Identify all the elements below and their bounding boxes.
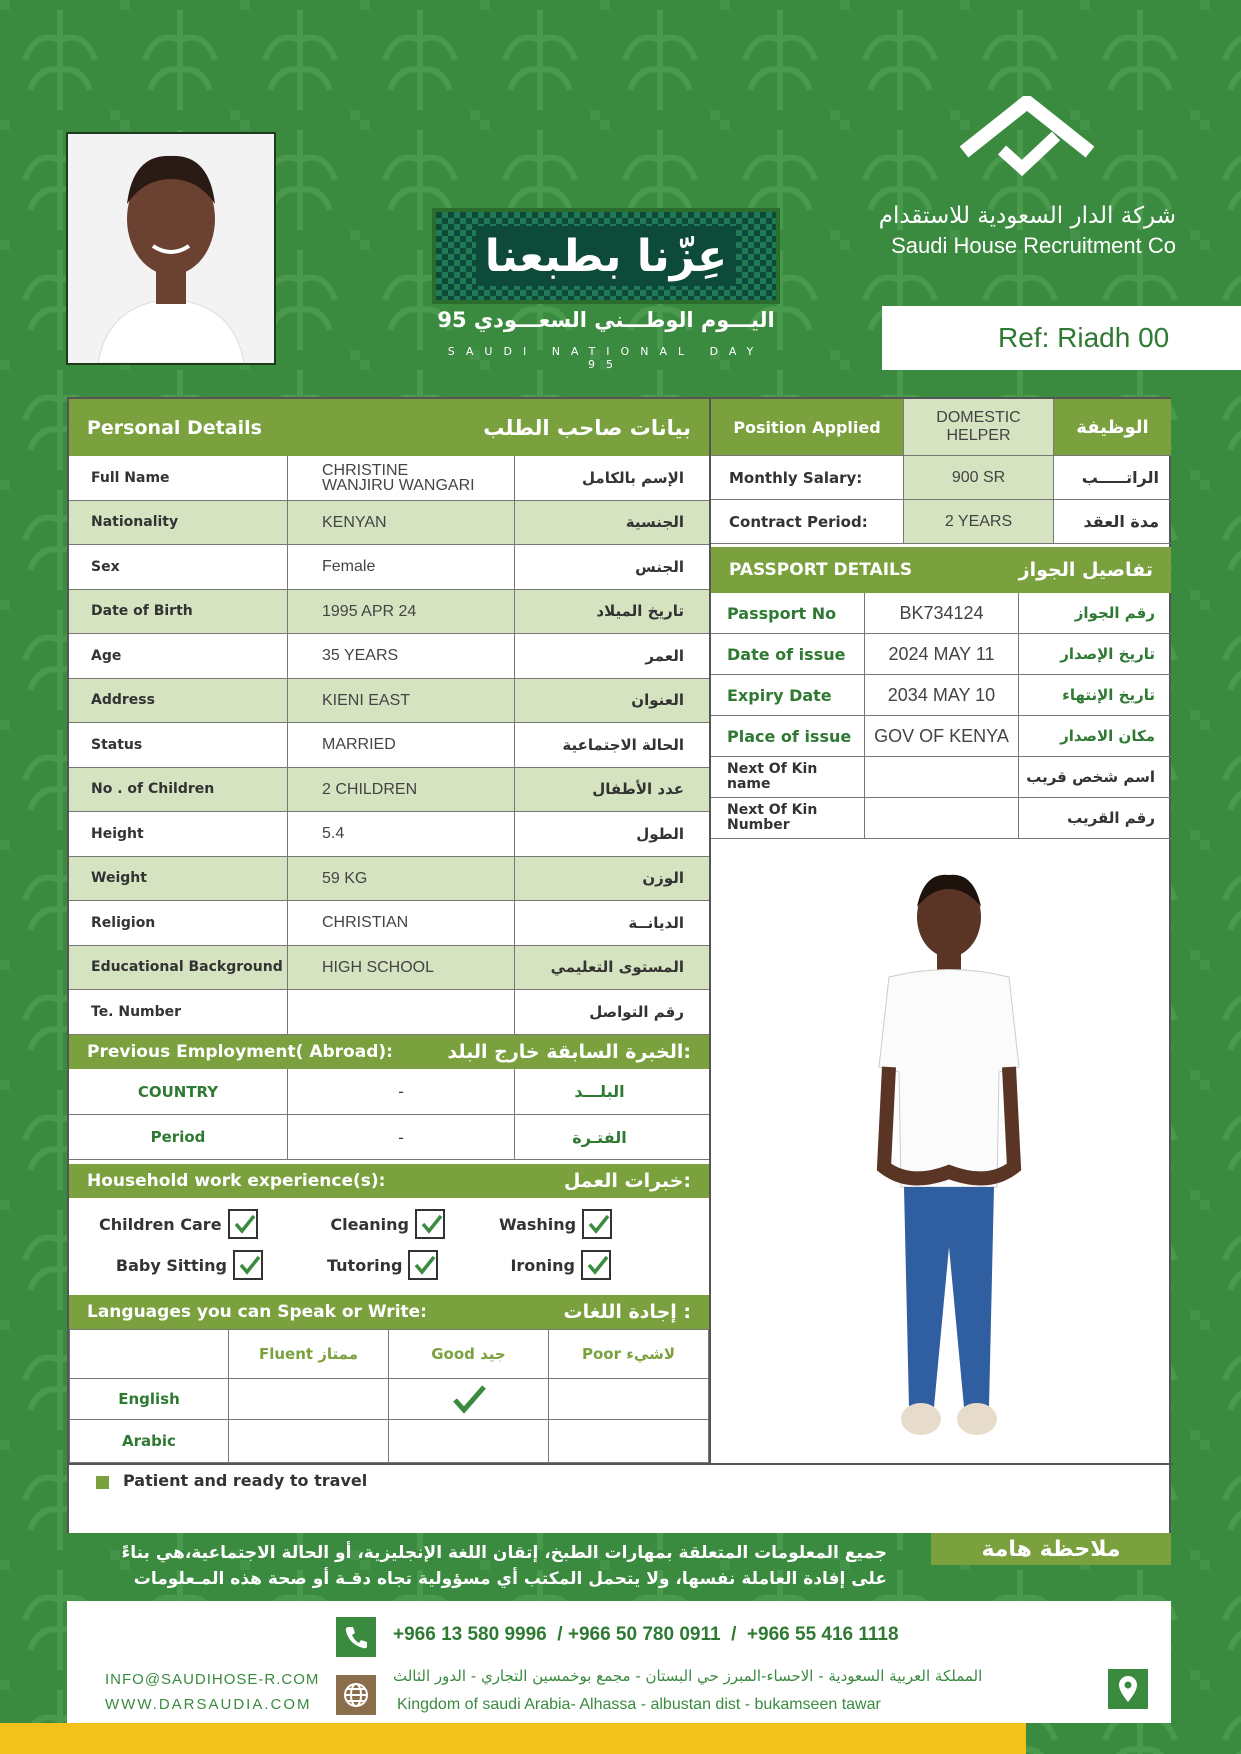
personal-row bbox=[69, 723, 709, 768]
skill-item bbox=[499, 1250, 611, 1280]
personal-value: 5.4 bbox=[288, 812, 515, 857]
country-row bbox=[69, 1069, 709, 1115]
skill-checkbox bbox=[408, 1250, 438, 1280]
check-icon bbox=[237, 1252, 263, 1278]
skill-item bbox=[99, 1209, 258, 1239]
contract-label: Contract Period: bbox=[711, 500, 904, 544]
profile-photo bbox=[66, 132, 276, 365]
personal-label: No . of Children bbox=[69, 768, 288, 813]
personal-row bbox=[69, 901, 709, 946]
personal-value: CHRISTINE WANJIRU WANGARI bbox=[288, 456, 515, 501]
passport-value: 2024 MAY 11 bbox=[865, 634, 1019, 675]
country-label: COUNTRY bbox=[69, 1069, 288, 1115]
personal-row bbox=[69, 768, 709, 813]
note-bullet-text: Patient and ready to travel bbox=[123, 1471, 368, 1490]
household-title-ar: خبرات العمل: bbox=[563, 1170, 691, 1192]
skill-checkbox bbox=[582, 1209, 612, 1239]
prev-employment-title-ar: الخبرة السابقة خارج البلد: bbox=[447, 1041, 691, 1063]
full-body-photo bbox=[849, 867, 1049, 1457]
salary-label: Monthly Salary: bbox=[711, 456, 904, 500]
household-title-en: Household work experience(s): bbox=[87, 1171, 386, 1191]
prev-employment-title-en: Previous Employment( Abroad): bbox=[87, 1042, 393, 1062]
passport-row bbox=[711, 593, 1171, 634]
passport-label-ar: رقم القريب bbox=[1019, 798, 1171, 839]
national-day-ar: اليـــوم الوطـــني السعـــودي 95 bbox=[437, 308, 775, 332]
period-row bbox=[69, 1115, 709, 1160]
passport-label: Place of issue bbox=[711, 716, 865, 757]
passport-title-ar: تفاصيل الجواز bbox=[1018, 559, 1153, 581]
check-icon bbox=[232, 1211, 258, 1237]
contract-row bbox=[711, 500, 1171, 544]
company-name-en: Saudi House Recruitment Co bbox=[891, 233, 1176, 258]
personal-label-ar: الجنس bbox=[515, 545, 709, 590]
position-label: Position Applied bbox=[711, 399, 904, 456]
cv-panel bbox=[67, 397, 1171, 1465]
languages-title-en: Languages you can Speak or Write: bbox=[87, 1302, 427, 1322]
english-good-check-icon bbox=[451, 1384, 487, 1414]
company-logo-icon bbox=[958, 96, 1096, 180]
passport-value bbox=[865, 798, 1019, 839]
check-icon bbox=[586, 1211, 612, 1237]
personal-label-ar: عدد الأطفال bbox=[515, 768, 709, 813]
poor-header: Poor لاشيء bbox=[548, 1329, 709, 1379]
check-icon bbox=[412, 1252, 438, 1278]
personal-label: Address bbox=[69, 679, 288, 724]
skill-item bbox=[327, 1250, 438, 1280]
personal-value bbox=[288, 990, 515, 1035]
personal-label: Te. Number bbox=[69, 990, 288, 1035]
skill-checkbox bbox=[228, 1209, 258, 1239]
personal-label-ar: العمر bbox=[515, 634, 709, 679]
languages-header bbox=[69, 1295, 709, 1329]
skill-item bbox=[499, 1209, 612, 1239]
website-link[interactable]: WWW.DARSAUDIA.COM bbox=[105, 1696, 312, 1713]
address-ar: المملكة العربية السعودية - الاحساء-المبرز حي البستان - مجمع بوخمسين التجاري - الدور الثالث bbox=[393, 1667, 983, 1685]
skill-label: Tutoring bbox=[327, 1255, 403, 1275]
passport-row bbox=[711, 675, 1171, 716]
skill-checkbox bbox=[233, 1250, 263, 1280]
location-pin-icon bbox=[1108, 1669, 1148, 1709]
skill-checkbox bbox=[581, 1250, 611, 1280]
note-area bbox=[67, 1465, 1171, 1533]
personal-row bbox=[69, 990, 709, 1035]
good-header: Good جيد bbox=[388, 1329, 549, 1379]
passport-row bbox=[711, 716, 1171, 757]
personal-row bbox=[69, 590, 709, 635]
personal-row bbox=[69, 946, 709, 991]
passport-label: Next Of Kin name bbox=[711, 757, 865, 798]
passport-label-ar: تاريخ الإصدار bbox=[1019, 634, 1171, 675]
position-label-ar: الوظيفة bbox=[1054, 399, 1171, 456]
previous-employment-header bbox=[69, 1035, 709, 1069]
salary-row bbox=[711, 456, 1171, 500]
personal-row bbox=[69, 812, 709, 857]
important-note-title: ملاحظة هامة bbox=[931, 1533, 1171, 1565]
check-icon bbox=[585, 1252, 611, 1278]
personal-label: Age bbox=[69, 634, 288, 679]
important-note-line1: جميع المعلومات المتعلقة بمهارات الطبخ، إتقان اللغة الإنجليزية، أو الحالة الاجتماعية،هي بناءً bbox=[121, 1543, 887, 1563]
personal-row bbox=[69, 679, 709, 724]
bullet-square-icon bbox=[96, 1476, 109, 1489]
personal-value: 59 KG bbox=[288, 857, 515, 902]
personal-value: HIGH SCHOOL bbox=[288, 946, 515, 991]
passport-value: BK734124 bbox=[865, 593, 1019, 634]
footer-contact bbox=[67, 1601, 1171, 1723]
personal-row bbox=[69, 857, 709, 902]
personal-value: CHRISTIAN bbox=[288, 901, 515, 946]
personal-row bbox=[69, 545, 709, 590]
passport-title-en: PASSPORT DETAILS bbox=[729, 560, 913, 580]
personal-label: Weight bbox=[69, 857, 288, 902]
national-day-en: SAUDI NATIONAL DAY 95 bbox=[447, 345, 765, 371]
passport-value: GOV OF KENYA bbox=[865, 716, 1019, 757]
period-label: Period bbox=[69, 1115, 288, 1160]
personal-value: KIENI EAST bbox=[288, 679, 515, 724]
personal-details-title-en: Personal Details bbox=[87, 416, 262, 439]
skill-checkbox bbox=[415, 1209, 445, 1239]
passport-value bbox=[865, 757, 1019, 798]
passport-label-ar: اسم شخص قريب bbox=[1019, 757, 1171, 798]
country-label-ar: البلـــد bbox=[515, 1069, 709, 1115]
personal-label-ar: الوزن bbox=[515, 857, 709, 902]
personal-label: Date of Birth bbox=[69, 590, 288, 635]
period-value: - bbox=[288, 1115, 515, 1160]
footer-yellow-bar bbox=[0, 1723, 1026, 1754]
passport-row bbox=[711, 757, 1171, 798]
passport-row bbox=[711, 634, 1171, 675]
personal-value: 2 CHILDREN bbox=[288, 768, 515, 813]
english-label: English bbox=[69, 1378, 229, 1420]
personal-label: Full Name bbox=[69, 456, 288, 501]
passport-label: Expiry Date bbox=[711, 675, 865, 716]
personal-label-ar: المستوى التعليمي bbox=[515, 946, 709, 991]
personal-label-ar: رقم التواصل bbox=[515, 990, 709, 1035]
email-link[interactable]: INFO@SAUDIHOSE-R.COM bbox=[105, 1671, 320, 1688]
skill-label: Washing bbox=[499, 1214, 577, 1234]
personal-label: Nationality bbox=[69, 501, 288, 546]
passport-label-ar: رقم الجواز bbox=[1019, 593, 1171, 634]
phone-icon bbox=[336, 1617, 376, 1657]
personal-details-title-ar: بيانات صاحب الطلب bbox=[483, 415, 691, 440]
skill-label: Cleaning bbox=[330, 1214, 409, 1234]
personal-label-ar: العنوان bbox=[515, 679, 709, 724]
personal-value: 1995 APR 24 bbox=[288, 590, 515, 635]
personal-value: KENYAN bbox=[288, 501, 515, 546]
check-icon bbox=[419, 1211, 445, 1237]
personal-label: Educational Background bbox=[69, 946, 288, 991]
skill-label: Ironing bbox=[510, 1255, 575, 1275]
skill-label: Children Care bbox=[99, 1214, 222, 1234]
contract-value: 2 YEARS bbox=[904, 500, 1054, 544]
personal-details-header bbox=[69, 399, 709, 456]
skill-item bbox=[319, 1209, 445, 1239]
personal-label-ar: الجنسية bbox=[515, 501, 709, 546]
personal-label: Religion bbox=[69, 901, 288, 946]
personal-value: 35 YEARS bbox=[288, 634, 515, 679]
personal-row bbox=[69, 456, 709, 501]
languages-title-ar: إجادة اللغات : bbox=[563, 1301, 691, 1323]
position-value: DOMESTIC HELPER bbox=[904, 399, 1054, 456]
household-header bbox=[69, 1164, 709, 1198]
passport-label-ar: مكان الاصدار bbox=[1019, 716, 1171, 757]
personal-label-ar: تاريخ الميلاد bbox=[515, 590, 709, 635]
contract-label-ar: مدة العقد bbox=[1054, 500, 1171, 544]
personal-row bbox=[69, 634, 709, 679]
period-label-ar: الفتـرة bbox=[515, 1115, 709, 1160]
fluent-header: Fluent ممتاز bbox=[228, 1329, 389, 1379]
personal-label: Sex bbox=[69, 545, 288, 590]
personal-label: Status bbox=[69, 723, 288, 768]
personal-label: Height bbox=[69, 812, 288, 857]
phone-numbers[interactable]: +966 13 580 9996 / +966 50 780 0911 / +966 55 416 1118 bbox=[393, 1624, 899, 1645]
passport-label: Passport No bbox=[711, 593, 865, 634]
personal-label-ar: الطول bbox=[515, 812, 709, 857]
company-name-ar: شركة الدار السعودية للاستقدام bbox=[878, 203, 1176, 229]
salary-label-ar: الراتـــــب bbox=[1054, 456, 1171, 500]
passport-label-ar: تاريخ الإنتهاء bbox=[1019, 675, 1171, 716]
passport-label: Date of issue bbox=[711, 634, 865, 675]
personal-value: Female bbox=[288, 545, 515, 590]
personal-label-ar: الإسم بالكامل bbox=[515, 456, 709, 501]
skill-item bbox=[107, 1250, 263, 1280]
address-en: Kingdom of saudi Arabia- Alhassa - albustan dist - bukamseen tawar bbox=[397, 1696, 881, 1713]
passport-row bbox=[711, 798, 1171, 839]
personal-value: MARRIED bbox=[288, 723, 515, 768]
personal-label-ar: الديانــة bbox=[515, 901, 709, 946]
position-row bbox=[711, 399, 1171, 456]
important-note bbox=[67, 1533, 1171, 1601]
passport-header bbox=[711, 547, 1171, 593]
globe-icon bbox=[336, 1675, 376, 1715]
country-value: - bbox=[288, 1069, 515, 1115]
reference-number: Ref: Riadh 00 bbox=[882, 306, 1241, 370]
national-day-logo: عِزّنا بطبعنا bbox=[432, 208, 780, 304]
skill-label: Baby Sitting bbox=[115, 1255, 227, 1275]
salary-value: 900 SR bbox=[904, 456, 1054, 500]
passport-value: 2034 MAY 10 bbox=[865, 675, 1019, 716]
important-note-line2: على إفادة العاملة نفسها، ولا يتحمل المكتب أي مسؤولية تجاه دقـة أو صحة هذه المـعلومات bbox=[133, 1569, 887, 1589]
arabic-label: Arabic bbox=[69, 1419, 229, 1463]
personal-label-ar: الحالة الاجتماعية bbox=[515, 723, 709, 768]
personal-row bbox=[69, 501, 709, 546]
passport-label: Next Of Kin Number bbox=[711, 798, 865, 839]
